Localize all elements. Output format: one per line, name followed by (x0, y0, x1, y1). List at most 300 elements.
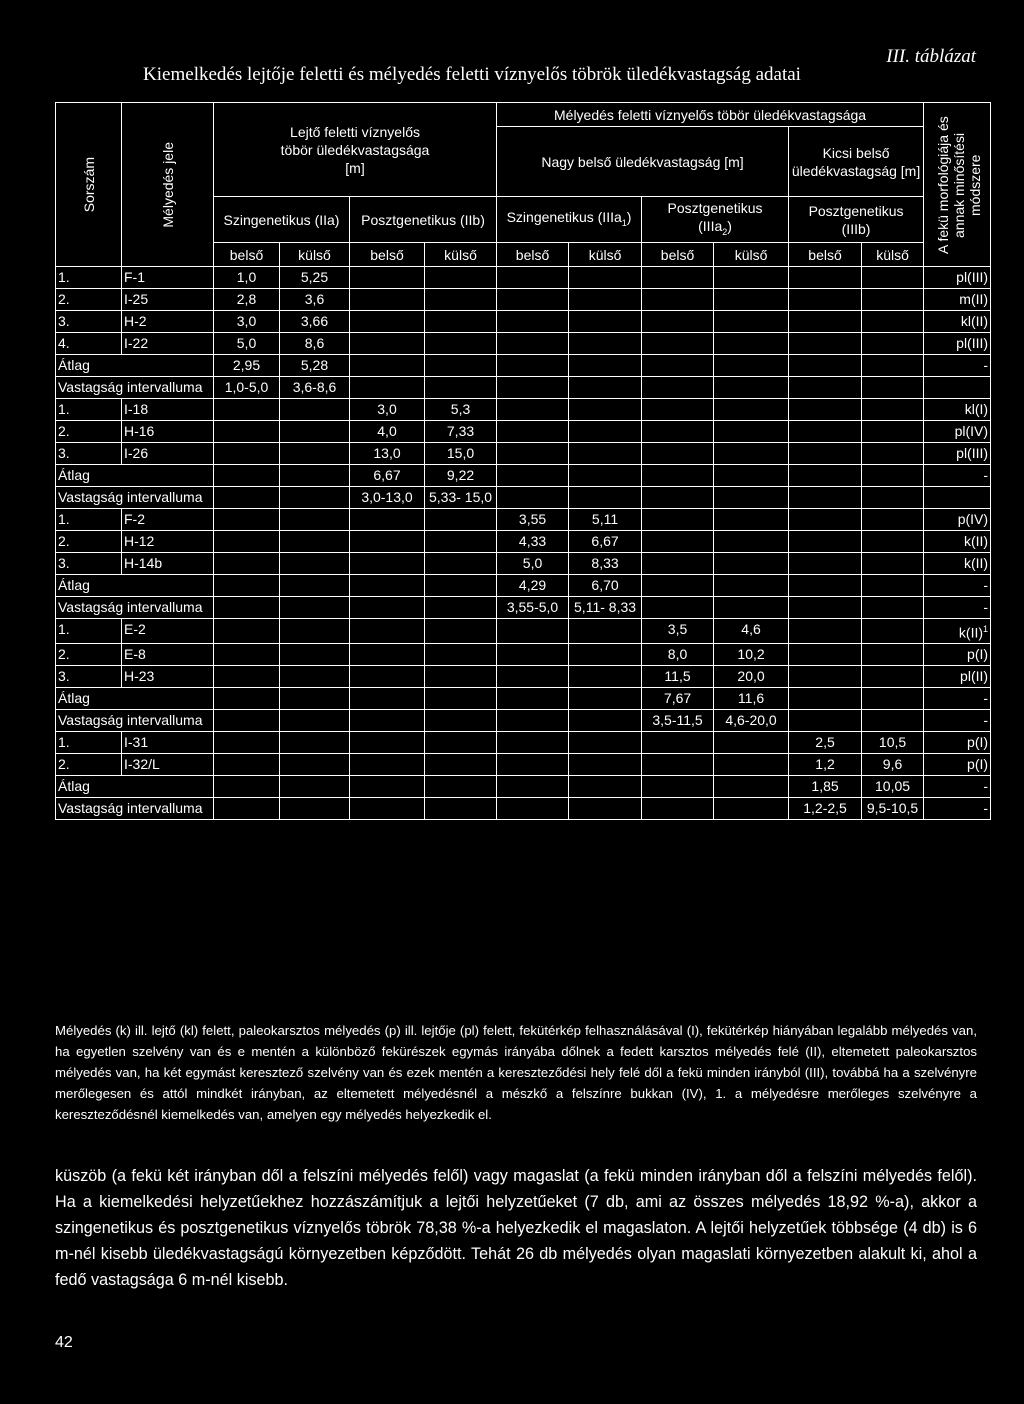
value-cell-kulso: 3,6 (280, 289, 350, 311)
method-value: k(II) (963, 555, 989, 571)
empty-cell (862, 643, 924, 665)
method-cell (924, 709, 991, 731)
empty-cell (714, 797, 789, 819)
empty-cell (497, 443, 569, 465)
row-number-cell: 2. (56, 643, 122, 665)
table-row (56, 643, 991, 665)
page-number: 42 (55, 1334, 73, 1351)
empty-cell (350, 665, 425, 687)
method-cell (924, 665, 991, 687)
empty-cell (789, 709, 862, 731)
header-kicsi-belso: Kicsi belső üledékvastagság [m] (789, 127, 924, 197)
empty-cell (497, 421, 569, 443)
value-cell-belso: 8,0 (642, 643, 714, 665)
empty-cell (425, 775, 497, 797)
value-cell-kulso: 6,70 (569, 575, 642, 597)
empty-cell (350, 731, 425, 753)
empty-cell (714, 465, 789, 487)
empty-cell (350, 267, 425, 289)
method-cell (924, 443, 991, 465)
empty-cell (214, 553, 280, 575)
empty-cell (425, 687, 497, 709)
empty-cell (350, 289, 425, 311)
empty-cell (350, 709, 425, 731)
empty-cell (714, 355, 789, 377)
empty-cell (214, 797, 280, 819)
empty-cell (214, 687, 280, 709)
empty-cell (789, 311, 862, 333)
empty-cell (350, 643, 425, 665)
header-kulso: külső (280, 243, 350, 267)
empty-cell (569, 797, 642, 819)
empty-cell (862, 311, 924, 333)
empty-cell (862, 575, 924, 597)
header-melyedes-group: Mélyedés feletti víznyelős töbör üledékvastagsága (497, 103, 924, 127)
empty-cell (789, 553, 862, 575)
depression-id-cell: H-16 (122, 421, 214, 443)
value-cell-belso: 4,33 (497, 531, 569, 553)
empty-cell (425, 753, 497, 775)
depression-id-cell: H-23 (122, 665, 214, 687)
empty-cell (497, 333, 569, 355)
empty-cell (569, 753, 642, 775)
empty-cell (350, 797, 425, 819)
row-number-cell: 1. (56, 731, 122, 753)
empty-cell (425, 597, 497, 619)
depression-id-cell: E-8 (122, 643, 214, 665)
empty-cell (862, 619, 924, 644)
empty-cell (280, 421, 350, 443)
value-cell-kulso: 9,22 (425, 465, 497, 487)
empty-cell (789, 399, 862, 421)
row-number-cell: 1. (56, 399, 122, 421)
value-cell-kulso: 3,66 (280, 311, 350, 333)
empty-cell (714, 553, 789, 575)
empty-cell (642, 553, 714, 575)
empty-cell (350, 553, 425, 575)
method-cell (924, 509, 991, 531)
empty-cell (350, 377, 425, 399)
empty-cell (214, 731, 280, 753)
empty-cell (497, 311, 569, 333)
empty-cell (714, 597, 789, 619)
value-cell-belso: 7,67 (642, 687, 714, 709)
empty-cell (350, 687, 425, 709)
method-value: kl(II) (960, 313, 989, 329)
empty-cell (789, 665, 862, 687)
empty-cell (280, 509, 350, 531)
method-cell (924, 731, 991, 753)
table-row (56, 443, 991, 465)
empty-cell (214, 753, 280, 775)
empty-cell (569, 619, 642, 644)
depression-id-cell: F-2 (122, 509, 214, 531)
interval-row (56, 597, 991, 619)
empty-cell (714, 311, 789, 333)
method-value: p(I) (967, 645, 989, 662)
empty-cell (714, 289, 789, 311)
empty-cell (642, 333, 714, 355)
method-cell (924, 797, 991, 819)
empty-cell (569, 443, 642, 465)
empty-cell (862, 421, 924, 443)
method-cell (924, 753, 991, 775)
method-value: - (983, 689, 989, 706)
empty-cell (862, 377, 924, 399)
empty-cell (497, 267, 569, 289)
average-label-cell: Átlag (56, 575, 214, 597)
empty-cell (862, 267, 924, 289)
value-cell-belso: 3,5-11,5 (642, 709, 714, 731)
value-cell-kulso: 4,6 (714, 619, 789, 644)
method-cell (924, 597, 991, 619)
value-cell-kulso: 10,05 (862, 775, 924, 797)
empty-cell (642, 731, 714, 753)
value-cell-kulso: 20,0 (714, 665, 789, 687)
empty-cell (214, 575, 280, 597)
value-cell-belso: 1,2 (789, 753, 862, 775)
empty-cell (642, 355, 714, 377)
average-row (56, 465, 991, 487)
empty-cell (642, 465, 714, 487)
method-value: p(I) (967, 755, 989, 772)
method-cell (924, 553, 991, 575)
empty-cell (642, 487, 714, 509)
header-nagy-belso: Nagy belső üledékvastagság [m] (497, 127, 789, 197)
header-kulso: külső (425, 243, 497, 267)
empty-cell (862, 687, 924, 709)
empty-cell (497, 355, 569, 377)
empty-cell (862, 289, 924, 311)
empty-cell (714, 487, 789, 509)
empty-cell (280, 709, 350, 731)
empty-cell (862, 465, 924, 487)
depression-id-cell: E-2 (122, 619, 214, 644)
empty-cell (642, 267, 714, 289)
average-label-cell: Átlag (56, 775, 214, 797)
empty-cell (214, 709, 280, 731)
method-cell (924, 399, 991, 421)
method-cell (924, 311, 991, 333)
method-cell (924, 487, 991, 509)
table-row (56, 509, 991, 531)
empty-cell (789, 643, 862, 665)
empty-cell (642, 311, 714, 333)
depression-id-cell: F-1 (122, 267, 214, 289)
method-value: pl(IV) (954, 423, 989, 439)
empty-cell (497, 775, 569, 797)
method-cell (924, 465, 991, 487)
empty-cell (350, 619, 425, 644)
value-cell-kulso: 7,33 (425, 421, 497, 443)
average-row (56, 687, 991, 709)
empty-cell (642, 443, 714, 465)
empty-cell (569, 377, 642, 399)
empty-cell (569, 333, 642, 355)
empty-cell (425, 509, 497, 531)
value-cell-kulso: 10,5 (862, 731, 924, 753)
table-row (56, 333, 991, 355)
empty-cell (789, 575, 862, 597)
header-belso: belső (350, 243, 425, 267)
depression-id-cell: H-12 (122, 531, 214, 553)
empty-cell (214, 775, 280, 797)
depression-id-cell: H-14b (122, 553, 214, 575)
table-row (56, 531, 991, 553)
row-number-cell: 1. (56, 267, 122, 289)
empty-cell (642, 531, 714, 553)
empty-cell (789, 531, 862, 553)
empty-cell (497, 399, 569, 421)
empty-cell (350, 775, 425, 797)
interval-row (56, 797, 991, 819)
header-lejto-group: Lejtő feletti víznyelős töbör üledékvastagsága [m] (214, 103, 497, 197)
method-value: - (983, 577, 989, 593)
value-cell-belso: 1,85 (789, 775, 862, 797)
empty-cell (714, 575, 789, 597)
method-cell (924, 531, 991, 553)
table-row (56, 753, 991, 775)
empty-cell (497, 619, 569, 644)
value-cell-belso: 3,55 (497, 509, 569, 531)
empty-cell (350, 597, 425, 619)
row-number-cell: 1. (56, 509, 122, 531)
empty-cell (862, 399, 924, 421)
empty-cell (569, 289, 642, 311)
empty-cell (497, 753, 569, 775)
depression-id-cell: I-32/L (122, 753, 214, 775)
empty-cell (642, 289, 714, 311)
empty-cell (642, 377, 714, 399)
table-row (56, 665, 991, 687)
depression-id-cell: I-25 (122, 289, 214, 311)
empty-cell (569, 665, 642, 687)
header-posztgenetikus-iiib: Posztgenetikus (IIIb) (789, 197, 924, 243)
empty-cell (350, 509, 425, 531)
header-szingenetikus-iiia1: Szingenetikus (IIIa$_1$) (497, 197, 642, 243)
average-row (56, 775, 991, 797)
average-row (56, 355, 991, 377)
header-posztgenetikus-iiia2: Posztgenetikus (IIIa$_2$) (642, 197, 789, 243)
empty-cell (280, 597, 350, 619)
empty-cell (789, 421, 862, 443)
empty-cell (425, 665, 497, 687)
value-cell-belso: 5,0 (214, 333, 280, 355)
empty-cell (350, 531, 425, 553)
method-cell (924, 377, 991, 399)
empty-cell (642, 753, 714, 775)
empty-cell (280, 465, 350, 487)
empty-cell (497, 687, 569, 709)
empty-cell (569, 267, 642, 289)
method-cell (924, 267, 991, 289)
empty-cell (280, 687, 350, 709)
method-footnote-mark: 1 (983, 624, 989, 634)
method-cell (924, 687, 991, 709)
empty-cell (714, 267, 789, 289)
method-value: - (983, 357, 989, 373)
empty-cell (425, 731, 497, 753)
method-value: kl(I) (964, 401, 989, 417)
empty-cell (425, 575, 497, 597)
empty-cell (280, 531, 350, 553)
value-cell-kulso: 5,11 (569, 509, 642, 531)
value-cell-kulso: 6,67 (569, 531, 642, 553)
empty-cell (280, 665, 350, 687)
empty-cell (425, 333, 497, 355)
empty-cell (497, 289, 569, 311)
depression-id-cell: I-18 (122, 399, 214, 421)
empty-cell (862, 531, 924, 553)
method-cell (924, 619, 991, 644)
empty-cell (789, 597, 862, 619)
empty-cell (425, 531, 497, 553)
empty-cell (280, 553, 350, 575)
table-number-label: III. táblázat (886, 46, 976, 67)
empty-cell (569, 465, 642, 487)
value-cell-kulso: 15,0 (425, 443, 497, 465)
empty-cell (642, 597, 714, 619)
empty-cell (789, 333, 862, 355)
empty-cell (497, 797, 569, 819)
empty-cell (350, 575, 425, 597)
header-feku-morfologia: A fekü morfológiája és annak minősítési módszere (924, 103, 991, 267)
empty-cell (862, 333, 924, 355)
value-cell-belso: 5,0 (497, 553, 569, 575)
empty-cell (214, 443, 280, 465)
interval-label-cell: Vastagság intervalluma (56, 377, 214, 399)
header-belso: belső (497, 243, 569, 267)
empty-cell (642, 421, 714, 443)
value-cell-belso: 1,0-5,0 (214, 377, 280, 399)
header-posztgenetikus-iib: Posztgenetikus (IIb) (350, 197, 497, 243)
empty-cell (862, 709, 924, 731)
value-cell-belso: 6,67 (350, 465, 425, 487)
table-row (56, 311, 991, 333)
header-belso: belső (789, 243, 862, 267)
body-paragraph: küszöb (a fekü két irányban dől a felszíni mélyedés felől) vagy magaslat (a fekü minden irányban dől a felszíni mélyedés felől). Ha a kiemelkedési helyzetűekhez hozzászámítjuk a lejtői helyzetűeket (7 db, ami az összes mélyedés 18,92 %-a), akkor a szingenetikus és posztgenetikus víznyelős töbrök 78,38 %-a helyezkedik el magaslaton. A lejtői helyzetűek többsége (4 db) is 6 m-nél kisebb üledékvastagságú környezetben képződött. Tehát 26 db mélyedés olyan magaslati környezetben alakult ki, ahol a fedő vastagsága 6 m-nél kisebb. (55, 1167, 977, 1289)
table-row (56, 619, 991, 644)
empty-cell (862, 553, 924, 575)
empty-cell (214, 531, 280, 553)
empty-cell (214, 421, 280, 443)
interval-label-cell: Vastagság intervalluma (56, 709, 214, 731)
empty-cell (280, 575, 350, 597)
sediment-thickness-table (55, 102, 991, 820)
method-value: k(II) (963, 533, 989, 549)
empty-cell (350, 753, 425, 775)
value-cell-belso: 4,0 (350, 421, 425, 443)
empty-cell (497, 465, 569, 487)
empty-cell (425, 377, 497, 399)
empty-cell (425, 355, 497, 377)
value-cell-belso: 2,5 (789, 731, 862, 753)
depression-id-cell: I-26 (122, 443, 214, 465)
depression-id-cell: I-31 (122, 731, 214, 753)
empty-cell (214, 399, 280, 421)
empty-cell (642, 775, 714, 797)
empty-cell (425, 619, 497, 644)
empty-cell (497, 731, 569, 753)
method-cell (924, 421, 991, 443)
empty-cell (569, 775, 642, 797)
header-belso: belső (214, 243, 280, 267)
value-cell-belso: 2,8 (214, 289, 280, 311)
empty-cell (789, 465, 862, 487)
empty-cell (569, 487, 642, 509)
interval-row (56, 709, 991, 731)
average-label-cell: Átlag (56, 687, 214, 709)
value-cell-kulso: 5,33- 15,0 (425, 487, 497, 509)
value-cell-belso: 3,0 (350, 399, 425, 421)
value-cell-belso: 3,55-5,0 (497, 597, 569, 619)
value-cell-kulso: 9,6 (862, 753, 924, 775)
method-value: pl(III) (956, 445, 989, 461)
method-value: - (983, 777, 989, 794)
empty-cell (280, 643, 350, 665)
value-cell-belso: 4,29 (497, 575, 569, 597)
empty-cell (862, 443, 924, 465)
table-row (56, 553, 991, 575)
method-value: pl(II) (960, 667, 989, 684)
row-number-cell: 3. (56, 553, 122, 575)
empty-cell (350, 311, 425, 333)
table-title: Kiemelkedés lejtője feletti és mélyedés feletti víznyelős töbrök üledékvastagság adatai (143, 64, 801, 85)
empty-cell (497, 709, 569, 731)
average-label-cell: Átlag (56, 355, 214, 377)
empty-cell (280, 487, 350, 509)
empty-cell (789, 487, 862, 509)
interval-label-cell: Vastagság intervalluma (56, 487, 214, 509)
empty-cell (714, 421, 789, 443)
empty-cell (789, 443, 862, 465)
empty-cell (789, 355, 862, 377)
empty-cell (642, 399, 714, 421)
empty-cell (642, 509, 714, 531)
row-number-cell: 2. (56, 531, 122, 553)
empty-cell (789, 289, 862, 311)
empty-cell (214, 509, 280, 531)
table-row (56, 421, 991, 443)
method-value: - (983, 599, 989, 615)
interval-row (56, 487, 991, 509)
empty-cell (569, 399, 642, 421)
header-szingenetikus-iia: Szingenetikus (IIa) (214, 197, 350, 243)
empty-cell (569, 311, 642, 333)
header-kulso: külső (569, 243, 642, 267)
empty-cell (714, 399, 789, 421)
empty-cell (789, 377, 862, 399)
value-cell-belso: 13,0 (350, 443, 425, 465)
header-melyedes-jele: Mélyedés jele (122, 103, 214, 267)
value-cell-kulso: 8,6 (280, 333, 350, 355)
value-cell-belso: 3,0-13,0 (350, 487, 425, 509)
value-cell-belso: 11,5 (642, 665, 714, 687)
depression-id-cell: H-2 (122, 311, 214, 333)
row-number-cell: 3. (56, 443, 122, 465)
row-number-cell: 2. (56, 289, 122, 311)
value-cell-kulso: 3,6-8,6 (280, 377, 350, 399)
empty-cell (714, 753, 789, 775)
empty-cell (714, 333, 789, 355)
empty-cell (642, 797, 714, 819)
empty-cell (569, 731, 642, 753)
method-value: p(IV) (957, 511, 989, 527)
empty-cell (714, 509, 789, 531)
empty-cell (280, 731, 350, 753)
empty-cell (280, 775, 350, 797)
value-cell-kulso: 11,6 (714, 687, 789, 709)
